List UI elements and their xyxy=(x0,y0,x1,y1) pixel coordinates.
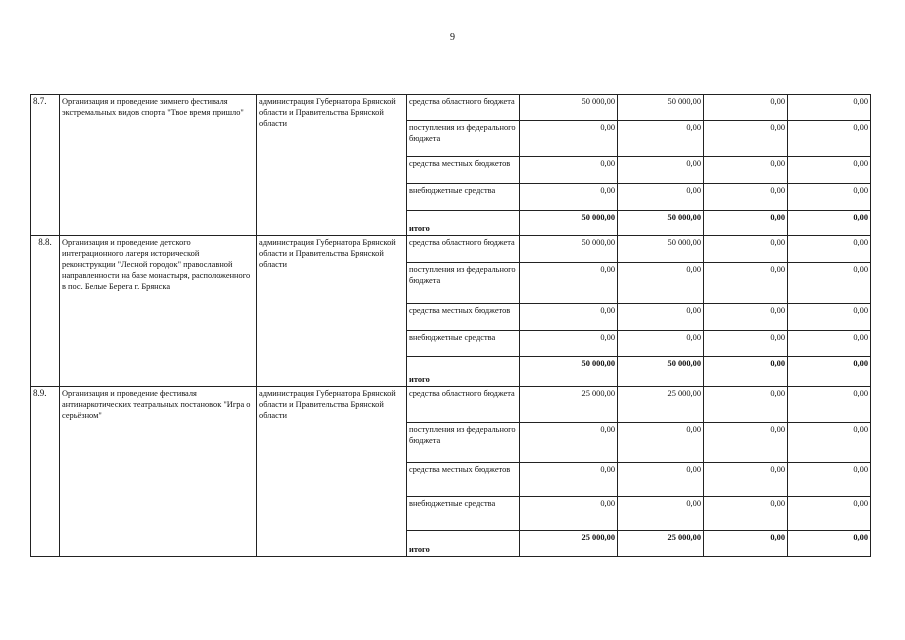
value-cell: 50 000,00 xyxy=(618,236,704,263)
total-label: итого xyxy=(407,357,520,387)
funding-source: средства местных бюджетов xyxy=(407,157,520,184)
total-label: итого xyxy=(407,211,520,236)
table-row xyxy=(31,387,871,423)
value-cell: 0,00 xyxy=(704,304,788,331)
total-value: 0,00 xyxy=(704,531,788,557)
item-number: 8.8. xyxy=(31,236,60,387)
value-cell: 0,00 xyxy=(618,121,704,157)
value-cell: 0,00 xyxy=(788,304,871,331)
value-cell: 0,00 xyxy=(520,331,618,357)
value-cell: 0,00 xyxy=(788,387,871,423)
value-cell: 0,00 xyxy=(788,331,871,357)
value-cell: 0,00 xyxy=(520,304,618,331)
value-cell: 0,00 xyxy=(788,236,871,263)
value-cell: 25 000,00 xyxy=(618,387,704,423)
value-cell: 0,00 xyxy=(520,497,618,531)
value-cell: 0,00 xyxy=(788,121,871,157)
total-value: 50 000,00 xyxy=(618,357,704,387)
executor: администрация Губернатора Брянской области и Правительства Брянской области xyxy=(257,236,407,387)
total-value: 0,00 xyxy=(704,357,788,387)
funding-source: средства областного бюджета xyxy=(407,387,520,423)
value-cell: 0,00 xyxy=(618,423,704,463)
value-cell: 0,00 xyxy=(704,263,788,304)
funding-source: поступления из федерального бюджета xyxy=(407,263,520,304)
value-cell: 0,00 xyxy=(618,184,704,211)
total-value: 0,00 xyxy=(788,531,871,557)
value-cell: 50 000,00 xyxy=(520,236,618,263)
total-value: 25 000,00 xyxy=(618,531,704,557)
total-label: итого xyxy=(407,531,520,557)
value-cell: 0,00 xyxy=(788,423,871,463)
value-cell: 0,00 xyxy=(704,497,788,531)
event-name: Организация и проведение фестиваля антинаркотических театральных постановок "Игра о серьёзном" xyxy=(60,387,257,557)
value-cell: 0,00 xyxy=(520,121,618,157)
value-cell: 0,00 xyxy=(788,95,871,121)
value-cell: 0,00 xyxy=(788,184,871,211)
value-cell: 0,00 xyxy=(704,121,788,157)
total-value: 0,00 xyxy=(788,211,871,236)
event-name: Организация и проведение детского интеграционного лагеря исторической реконструкции "Лесной городок" православной направленности на базе монастыря, расположенного в пос. Белые Берега г. Брянска xyxy=(60,236,257,387)
page-number: 9 xyxy=(450,32,455,43)
value-cell: 0,00 xyxy=(520,157,618,184)
value-cell: 0,00 xyxy=(618,463,704,497)
funding-source: поступления из федерального бюджета xyxy=(407,121,520,157)
value-cell: 0,00 xyxy=(618,304,704,331)
funding-source: внебюджетные средства xyxy=(407,184,520,211)
value-cell: 0,00 xyxy=(618,331,704,357)
value-cell: 0,00 xyxy=(788,157,871,184)
total-value: 25 000,00 xyxy=(520,531,618,557)
total-value: 50 000,00 xyxy=(618,211,704,236)
value-cell: 0,00 xyxy=(788,497,871,531)
funding-source: внебюджетные средства xyxy=(407,331,520,357)
value-cell: 50 000,00 xyxy=(618,95,704,121)
total-value: 0,00 xyxy=(704,211,788,236)
value-cell: 0,00 xyxy=(788,263,871,304)
value-cell: 0,00 xyxy=(618,263,704,304)
value-cell: 0,00 xyxy=(704,95,788,121)
value-cell: 0,00 xyxy=(704,387,788,423)
value-cell: 0,00 xyxy=(704,331,788,357)
value-cell: 0,00 xyxy=(704,423,788,463)
value-cell: 25 000,00 xyxy=(520,387,618,423)
value-cell: 0,00 xyxy=(788,463,871,497)
value-cell: 0,00 xyxy=(520,184,618,211)
value-cell: 0,00 xyxy=(618,497,704,531)
executor: администрация Губернатора Брянской области и Правительства Брянской области xyxy=(257,95,407,236)
budget-table xyxy=(30,94,871,557)
item-number: 8.7. xyxy=(31,95,60,236)
funding-source: средства местных бюджетов xyxy=(407,304,520,331)
item-number: 8.9. xyxy=(31,387,60,557)
funding-source: средства областного бюджета xyxy=(407,95,520,121)
value-cell: 0,00 xyxy=(704,236,788,263)
value-cell: 0,00 xyxy=(618,157,704,184)
value-cell: 0,00 xyxy=(704,184,788,211)
value-cell: 0,00 xyxy=(520,263,618,304)
value-cell: 50 000,00 xyxy=(520,95,618,121)
funding-source: поступления из федерального бюджета xyxy=(407,423,520,463)
value-cell: 0,00 xyxy=(520,423,618,463)
funding-source: средства областного бюджета xyxy=(407,236,520,263)
table-row xyxy=(31,95,871,121)
total-value: 50 000,00 xyxy=(520,211,618,236)
value-cell: 0,00 xyxy=(704,157,788,184)
value-cell: 0,00 xyxy=(520,463,618,497)
funding-source: внебюджетные средства xyxy=(407,497,520,531)
value-cell: 0,00 xyxy=(704,463,788,497)
total-value: 50 000,00 xyxy=(520,357,618,387)
event-name: Организация и проведение зимнего фестиваля экстремальных видов спорта "Твое время пришло" xyxy=(60,95,257,236)
table-row xyxy=(31,236,871,263)
executor: администрация Губернатора Брянской области и Правительства Брянской области xyxy=(257,387,407,557)
total-value: 0,00 xyxy=(788,357,871,387)
funding-source: средства местных бюджетов xyxy=(407,463,520,497)
